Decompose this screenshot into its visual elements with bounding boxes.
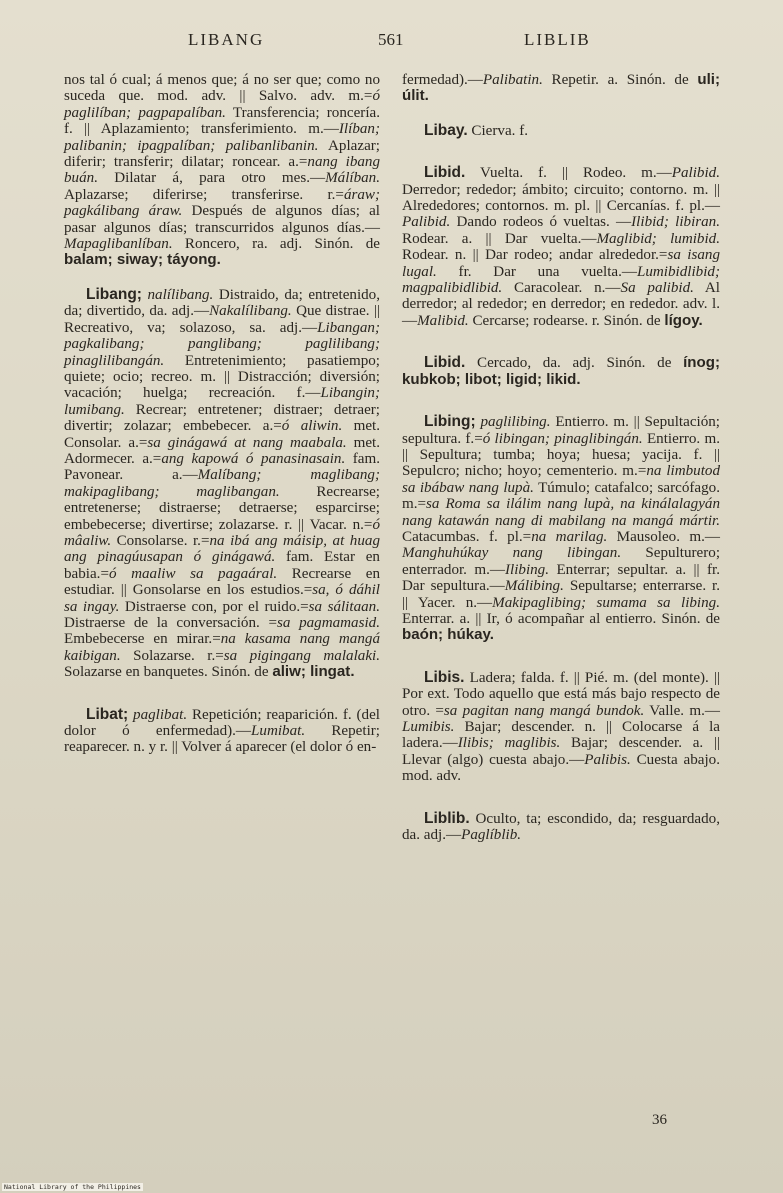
definition-text: Caracolear. n.— (502, 280, 621, 297)
entry-libat (64, 707, 380, 756)
left-guide-word: LIBANG (188, 30, 265, 49)
tagalog-form: Makipaglibing; sumama sa libing. (492, 594, 720, 611)
definition-text: Valle. m.— (644, 702, 720, 719)
entry-libid-adj (402, 355, 720, 388)
definition-text: Túmulo; catafalco; sarcófago. m.= (402, 479, 720, 513)
tagalog-form: nang ibang buán. (64, 154, 381, 187)
definition-text: Que distrae. || Recreativo, va; solazoso, sa. adj.— (64, 303, 380, 336)
definition-text: Repetición; reaparición. f. (del dolor ó enfermedad).— (64, 706, 380, 740)
definition-text: Mausoleo. m.— (607, 528, 720, 545)
definition-text: fermedad).— (402, 72, 483, 88)
definition-text: Entretenimiento; pasatiempo; quiete; ocio; recreo. m. || Distracción; diversión; vacación; huelga; recreación. f.— (64, 352, 380, 402)
definition-text: Distraerse de la conversación. = (64, 615, 277, 631)
entry-text (402, 123, 720, 139)
tagalog-form: ó paglilíban; pagpapalíban. (64, 88, 380, 121)
tagalog-form: Mapaglibanlíban. (64, 236, 173, 253)
tagalog-form: na kasama nang mangá kaibigan. (64, 631, 380, 664)
tagalog-form: ang kapowá ó panasinasain. (161, 450, 346, 467)
tagalog-form: sa sálitaan. (308, 598, 380, 615)
definition-text: met. Consolar. a.= (64, 418, 380, 451)
tagalog-form: sa isang lugal. (402, 247, 720, 280)
tagalog-form: paglilibing. (475, 414, 551, 431)
tagalog-form: Lumibis. (402, 719, 455, 735)
definition-text: Entierro. m. || Sepultación; sepultura. f.= (402, 414, 720, 447)
tagalog-form: ó mâaliw. (64, 516, 380, 549)
left-column (64, 72, 380, 782)
definition-text: Sepultarse; enterrarse. r. || Yacer. n.— (402, 578, 721, 611)
definition-text: met. Adormecer. a.= (64, 434, 380, 467)
definition-text: Embebecerse en mirar.= (64, 631, 221, 648)
tagalog-form: Paglíblib. (461, 827, 522, 844)
definition-text: Entierro. m. || Sepultura; tumba; hoya; huesa; yacija. f. || Sepulcro; nicho; hoyo; cementerio. m.= (402, 430, 721, 480)
tagalog-form: Malibid. (417, 312, 469, 329)
continued-entry (402, 72, 720, 105)
page-number-top: 561 (378, 30, 404, 49)
definition-text: Roncero, ra. adj. Sinón. de (172, 236, 380, 253)
definition-text: Al derredor; al rededor; en derredor; en rededor. adv. l.— (402, 280, 720, 329)
tagalog-form: Maglibid; lumibid. (596, 230, 720, 247)
definition-text: Recrearse; entretenerse; distraerse; detraerse; esparcirse; embebecerse; divertirse; zolazarse. r. || Vacar. n.= (64, 483, 380, 533)
entry-text (402, 811, 720, 844)
entry-text (402, 670, 720, 785)
definition-text: Bajar; descender. n. || Colocarse á la ladera.— (402, 719, 720, 752)
tagalog-form: Nakalílibang. (209, 303, 292, 320)
tagalog-form: sa pigingang malalaki. (223, 647, 380, 664)
definition-text: Cercarse; rodearse. r. Sinón. de (468, 312, 665, 329)
headword: Libis. (424, 668, 465, 686)
headword: Libid. (424, 354, 466, 372)
entry-text (402, 414, 720, 644)
tagalog-form: Palibid. (402, 214, 451, 231)
tagalog-form: Lumibidlibid; magpalibidlibid. (402, 263, 720, 297)
definition-text: nos tal ó cual; á menos que; á no ser que; como no suceda que. mod. adv. || Salvo. adv. m.= (64, 72, 380, 105)
definition-text: Dilatar á, para otro mes.— (97, 170, 326, 187)
definition-text: Solazarse. r.= (120, 647, 224, 664)
headword: Libid. (424, 164, 466, 182)
entry-text (64, 707, 380, 756)
tagalog-form: Libangan; pagkalibang; panglibang; paglilibang; pinaglilibangán. (64, 319, 380, 369)
entry-text (402, 355, 720, 388)
tagalog-form: Ilibing. (504, 561, 550, 578)
definition-text: Rodear. n. || Dar rodeo; andar alrededor.= (402, 247, 668, 264)
definition-text: Repetir; reaparecer. n. y r. || Volver á aparecer (el dolor ó en- (64, 723, 380, 756)
definition-text: Cercado, da. adj. Sinón. de (465, 355, 684, 372)
synonym-list: aliw; lingat. (272, 663, 355, 681)
tagalog-form: sa pagitan nang mangá bundok. (443, 702, 645, 719)
definition-text: Después de algunos días; al pasar algunos días; transcurridos algunos días.— (64, 203, 380, 236)
definition-text: fam. Estar en babia.= (64, 549, 380, 582)
right-guide-word: LIBLIB (524, 30, 591, 49)
definition-text: Distraido, da; entretenido, da; divertido, da. adj.— (64, 286, 381, 320)
definition-text: Derredor; rededor; ámbito; circuito; contorno. m. || Alrededores; contornos. m. pl. || Cercanías. f. pl.— (402, 181, 720, 215)
right-column (402, 72, 720, 869)
definition-text: Cierva. f. (467, 122, 528, 139)
tagalog-form: paglibat. (128, 706, 188, 723)
tagalog-form: Palibatin. (482, 72, 543, 88)
definition-text: Rodear. a. || Dar vuelta.— (402, 230, 597, 247)
tagalog-form: Palibid. (671, 165, 720, 182)
headword: Libing; (424, 413, 476, 431)
definition-text: Bajar; descender. a. || Llevar (algo) cuesta abajo.— (402, 735, 720, 768)
entry-liblib (402, 811, 720, 844)
headword: Liblib. (424, 809, 470, 827)
tagalog-form: Málíban. (325, 170, 380, 187)
tagalog-form: Palibis. (584, 751, 631, 768)
definition-text: Recrear; entretener; distraer; detraer; divertir; zolazar; embebecer. a.= (64, 401, 380, 435)
entry-libay (402, 123, 720, 139)
tagalog-form: Ilibid; libiran. (631, 214, 721, 231)
tagalog-form: sa Roma sa ilálim nang lupà, na kinálalagyán nang katawán nang di mabilang na mangá mártir. (402, 496, 720, 529)
definition-text: Sepulturero; enterrador. m.— (402, 545, 721, 578)
entry-text (402, 165, 720, 329)
definition-text: Oculto, ta; escondido, da; resguardado, da. adj.— (402, 810, 720, 844)
definition-text: Catacumbas. f. pl.= (402, 528, 532, 545)
tagalog-form: na ibá ang máisip, at huag ang pinagúusapan ó ginágawá. (64, 532, 380, 566)
signature-mark: 36 (652, 1112, 667, 1128)
synonym-list: ínog; kubkob; libot; ligid; likid. (402, 354, 720, 388)
entry-text (402, 72, 720, 105)
tagalog-form: Ilibis; maglibis. (457, 735, 561, 752)
tagalog-form: nalílibang. (141, 286, 214, 303)
page-header (0, 30, 783, 54)
synonym-list: balam; siway; táyong. (64, 251, 221, 269)
tagalog-form: sa, ó dáhil sa ingay. (64, 582, 380, 615)
library-credit: National Library of the Philippines (4, 1183, 141, 1191)
tagalog-form: ó aliwin. (281, 418, 343, 435)
definition-text: Repetir. a. Sinón. de (542, 72, 698, 88)
tagalog-form: sa ginágawá at nang maabala. (147, 434, 347, 451)
definition-text: Transferencia; roncería. f. || Aplazamiento; transferimiento. m.— (64, 104, 380, 138)
entry-text (64, 72, 380, 269)
tagalog-form: Lumibat. (251, 723, 306, 740)
tagalog-form: Málibing. (504, 578, 564, 595)
definition-text: Recrearse en estudiar. || Gonsolarse en los estudios.= (64, 565, 380, 599)
definition-text: Enterrar; sepultar. a. || fr. Dar sepultura.— (402, 561, 720, 595)
continued-entry (64, 72, 380, 269)
tagalog-form: sa pagmamasid. (276, 615, 380, 631)
definition-text: fam. Pavonear. a.— (64, 450, 380, 484)
headword: Libang; (86, 285, 142, 303)
tagalog-form: Manghuhúkay nang libingan. (402, 545, 622, 562)
definition-text: Solazarse en banquetes. Sinón. de (64, 664, 273, 681)
tagalog-form: áraw; pagkálibang áraw. (64, 186, 380, 220)
definition-text: Vuelta. f. || Rodeo. m.— (465, 165, 672, 182)
tagalog-form: Malíbang; maglibang; makipaglibang; maglibangan. (64, 467, 380, 500)
headword: Libat; (86, 705, 129, 723)
definition-text: Consolarse. r.= (111, 532, 210, 549)
entry-libis (402, 670, 720, 785)
entry-libid (402, 165, 720, 329)
definition-text: Cuesta abajo. mod. adv. (402, 751, 720, 785)
tagalog-form: Libangin; lumibang. (64, 385, 380, 418)
definition-text: Enterrar. a. || Ir, ó acompañar al entierro. Sinón. de (402, 610, 720, 627)
tagalog-form: ó libingan; pinaglibingán. (482, 430, 643, 447)
entry-libing (402, 414, 720, 644)
synonym-list: lígoy. (664, 311, 703, 329)
tagalog-form: Sa palibid. (620, 280, 694, 297)
tagalog-form: ó maaliw sa pagaáral. (108, 565, 278, 582)
definition-text: Distraerse con, por el ruido.= (119, 598, 309, 615)
tagalog-form: Ilíban; palibanin; ipagpalíban; palibanlibanin. (64, 121, 380, 154)
definition-text: Ladera; falda. f. || Pié. m. (del monte). || Por ext. Todo aquello que está más bajo respecto de otro. = (402, 669, 720, 719)
synonym-list: baón; húkay. (402, 626, 494, 644)
definition-text: Dando rodeos ó vueltas. — (450, 214, 632, 231)
definition-text: Aplazar; diferir; transferir; dilatar; roncear. a.= (64, 137, 380, 171)
synonym-list: uli; úlit. (402, 71, 720, 105)
entry-libang (64, 287, 380, 681)
tagalog-form: na marilag. (531, 528, 608, 545)
definition-text: Aplazarse; diferirse; transferirse. r.= (64, 186, 344, 203)
headword: Libay. (424, 121, 468, 139)
tagalog-form: na limbutod sa ibábaw nang lupà. (402, 463, 720, 496)
entry-text (64, 287, 380, 681)
definition-text: fr. Dar una vuelta.— (436, 263, 637, 280)
